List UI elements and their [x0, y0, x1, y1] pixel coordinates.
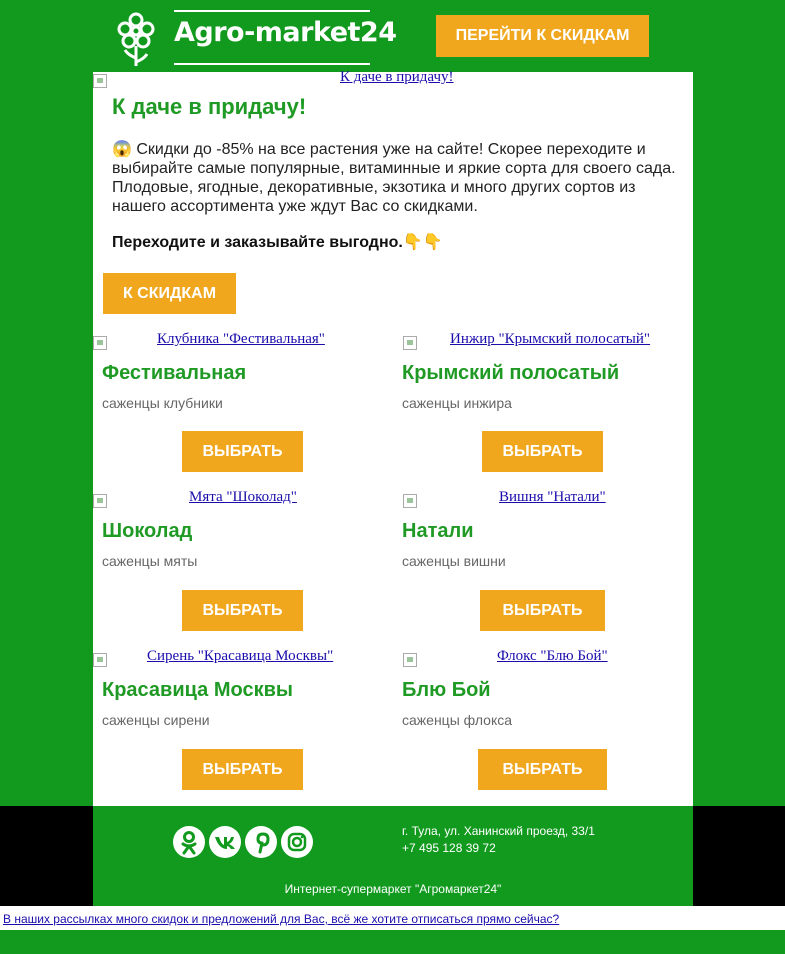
shop-name: Интернет-супермаркет "Агромаркет24" [284, 882, 502, 896]
to-discounts-button[interactable]: К СКИДКАМ [103, 273, 236, 314]
product-name: Крымский полосатый [402, 362, 620, 384]
product-subtitle: саженцы сирени [102, 712, 210, 728]
odnoklassniki-icon[interactable] [173, 826, 205, 858]
product-image-alt[interactable]: Мята "Шоколад" [189, 489, 297, 505]
phone: +7 495 128 39 72 [402, 841, 496, 855]
hero-text: 😱 Скидки до -85% на все растения уже на сайте! Скорее переходите и выбирайте самые популярные, витаминные и яркие сорта для своего сада. Плодовые, ягодные, декоративные, экзотика и много других сортов из нашего ассортимента уже ждут Вас со скидками. [112, 141, 676, 215]
go-to-discounts-button[interactable]: ПЕРЕЙТИ К СКИДКАМ [436, 15, 649, 57]
hero-image-alt[interactable]: К даче в придачу! [340, 69, 454, 85]
product-subtitle: саженцы инжира [402, 395, 512, 411]
choose-button[interactable]: ВЫБРАТЬ [182, 749, 303, 790]
instagram-icon[interactable] [281, 826, 313, 858]
logo[interactable] [112, 8, 397, 68]
header [0, 0, 785, 72]
hero-title: К даче в придачу! [112, 94, 307, 119]
product-subtitle: саженцы клубники [102, 395, 223, 411]
main-content [93, 69, 693, 806]
product-name: Шоколад [102, 520, 193, 542]
logo-text: Agro-market24 [174, 17, 397, 48]
unsubscribe-link[interactable]: В наших рассылках много скидок и предложений для Вас, всё же хотите отписаться прямо сейчас? [3, 912, 560, 926]
address: г. Тула, ул. Ханинский проезд, 33/1 [402, 824, 595, 838]
product-subtitle: саженцы вишни [402, 553, 506, 569]
choose-button[interactable]: ВЫБРАТЬ [478, 749, 607, 790]
broken-image-icon [93, 494, 107, 508]
choose-button[interactable]: ВЫБРАТЬ [182, 431, 303, 472]
broken-image-icon [93, 74, 107, 88]
logo-top-line [174, 10, 370, 12]
unsubscribe-bar [0, 906, 785, 930]
product-name: Фестивальная [102, 362, 247, 384]
product-name: Блю Бой [402, 679, 491, 701]
choose-button[interactable]: ВЫБРАТЬ [482, 431, 603, 472]
logo-bottom-line [174, 63, 370, 65]
broken-image-icon [93, 653, 107, 667]
vk-icon[interactable] [209, 826, 241, 858]
broken-image-icon [403, 336, 417, 350]
contact-info [402, 823, 595, 857]
hero-cta-text: Переходите и заказывайте выгодно.👇👇 [112, 234, 443, 251]
product-image-alt[interactable]: Флокс "Блю Бой" [497, 648, 608, 664]
product-subtitle: саженцы мяты [102, 553, 198, 569]
choose-button[interactable]: ВЫБРАТЬ [480, 590, 605, 631]
broken-image-icon [93, 336, 107, 350]
product-subtitle: саженцы флокса [402, 712, 513, 728]
product-image-alt[interactable]: Вишня "Натали" [499, 489, 606, 505]
product-image-alt[interactable]: Инжир "Крымский полосатый" [450, 331, 651, 347]
choose-button[interactable]: ВЫБРАТЬ [182, 590, 303, 631]
broken-image-icon [403, 653, 417, 667]
product-image-alt[interactable]: Сирень "Красавица Москвы" [147, 648, 334, 664]
product-name: Натали [402, 520, 474, 542]
pinterest-icon[interactable] [245, 826, 277, 858]
footer [93, 806, 693, 906]
product-image-alt[interactable]: Клубника "Фестивальная" [157, 331, 325, 347]
flower-logo-icon [112, 8, 162, 68]
product-name: Красавица Москвы [102, 679, 293, 701]
broken-image-icon [403, 494, 417, 508]
